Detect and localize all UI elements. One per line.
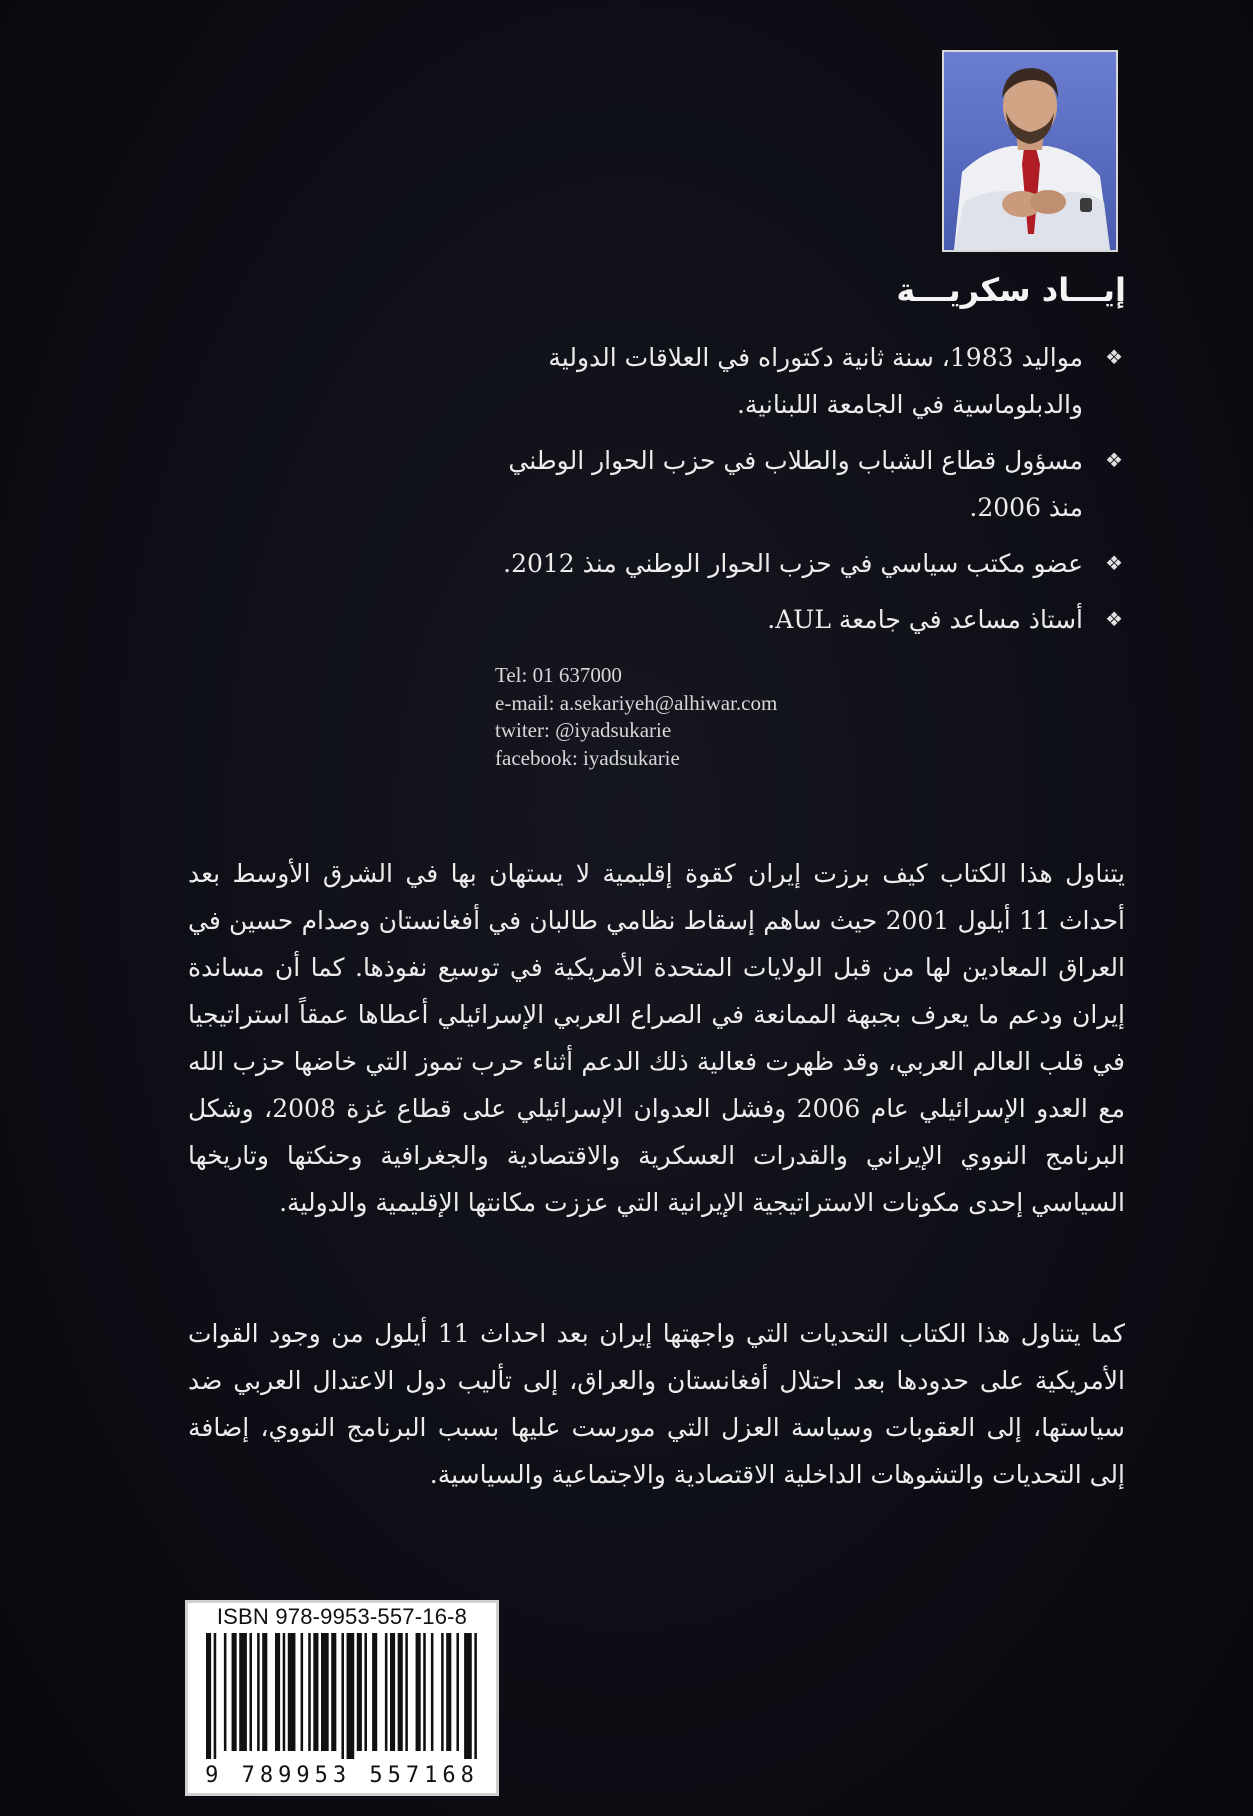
book-description-paragraph-2: كما يتناول هذا الكتاب التحديات التي واجهتها إيران بعد احداث 11 أيلول من وجود القوات الأمريكية على حدودها بعد احتلال أفغانستان والعراق، إلى تأليب دول الاعتدال العربي ضد سياستها، إلى العقوبات وسياسة العزل التي مورست عليها بسبب البرنامج النووي، إضافة إلى التحديات والتشوهات الداخلية الاقتصادية والاجتماعية والسياسية. [188,1319,1125,1489]
diamond-bullet-icon: ❖ [1105,551,1123,575]
barcode-bar [239,1633,247,1751]
barcode-bar [405,1633,408,1751]
barcode-bar [357,1633,362,1751]
bio-item [473,437,1123,531]
barcode-bar [372,1633,377,1751]
diamond-bullet-icon: ❖ [1105,607,1123,631]
barcode-bar [288,1633,296,1751]
bio-item-text: أستاذ مساعد في جامعة AUL. [767,605,1083,634]
author-bio-list [473,334,1123,652]
contact-tel: Tel: 01 637000 [495,663,622,687]
barcode-bar [474,1633,477,1759]
barcode-bar [206,1633,211,1759]
barcode-bar [446,1633,451,1751]
barcode-bar [431,1633,434,1751]
barcode-bar [257,1633,260,1751]
isbn-number: ISBN 978-9953-557-16-8 [216,1604,468,1629]
author-photo [942,50,1118,252]
bio-item-text: عضو مكتب سياسي في حزب الحوار الوطني منذ 2012. [503,549,1083,578]
contact-info [495,662,915,772]
author-name: إيـــاد سكريـــة [896,271,1126,309]
diamond-bullet-icon: ❖ [1105,345,1123,369]
contact-email: e-mail: a.sekariyeh@alhiwar.com [495,690,778,715]
bio-item [473,334,1123,428]
barcode-bar [313,1633,318,1751]
bio-item [473,596,1123,643]
barcode-bars-icon [206,1633,482,1759]
barcode-bar [341,1633,344,1759]
barcode-bar [331,1633,336,1751]
barcode-bar [347,1633,355,1759]
bio-item-text: مواليد 1983، سنة ثانية دكتوراه في العلاقات الدولية والدبلوماسية في الجامعة اللبنانية. [548,343,1083,419]
contact-twitter: twiter: @iyadsukarie [495,718,672,742]
bio-item [473,540,1123,587]
barcode-bar [214,1633,217,1759]
bio-item-text: مسؤول قطاع الشباب والطلاب في حزب الحوار الوطني منذ 2006. [508,446,1083,522]
barcode-bar [249,1633,252,1751]
barcode-bar [441,1633,444,1751]
barcode-bar [301,1633,304,1751]
barcode-bar [390,1633,395,1751]
isbn-barcode [185,1600,499,1796]
barcode-bar [275,1633,280,1751]
barcode-bar [262,1633,267,1751]
barcode-bar [423,1633,426,1751]
barcode-bar [364,1633,367,1751]
book-description-paragraph-1: يتناول هذا الكتاب كيف برزت إيران كقوة إقليمية لا يستهان بها في الشرق الأوسط بعد أحداث 11 أيلول 2001 حيث ساهم إسقاط نظامي طالبان في أفغانستان وصدام حسين في العراق المعادين لها من قبل الولايات المتحدة الأمريكية في توسيع نفوذها. كما أن مساندة إيران ودعم ما يعرف بجبهة الممانعة في الصراع العربي الإسرائيلي أعطاها عمقاً استراتيجيا في قلب العالم العربي، وقد ظهرت فعالية ذلك الدعم أثناء حرب تموز التي خاضها حزب الله مع العدو الإسرائيلي عام 2006 وفشل العدوان الإسرائيلي على قطاع غزة 2008، وشكل البرنامج النووي الإيراني والقدرات العسكرية والاقتصادية والجغرافية وحنكتها وتاريخها السياسي إحدى مكونات الاستراتيجية الإيرانية التي عززت مكانتها الإقليمية والدولية. [188,859,1125,1217]
barcode-bar [232,1633,237,1751]
contact-facebook: facebook: iyadsukarie [495,745,680,770]
barcode-bar [224,1633,227,1751]
barcode-bar [283,1633,286,1751]
barcode-bar [416,1633,421,1751]
author-portrait-icon [944,52,1116,250]
barcode-bar [308,1633,311,1751]
barcode-bar [385,1633,388,1751]
barcode-digits: 9 789953 557168 [205,1763,479,1788]
diamond-bullet-icon: ❖ [1105,448,1123,472]
barcode-bar [456,1633,459,1751]
barcode-bar [321,1633,329,1751]
barcode-bar [464,1633,472,1759]
barcode-bar [398,1633,403,1751]
